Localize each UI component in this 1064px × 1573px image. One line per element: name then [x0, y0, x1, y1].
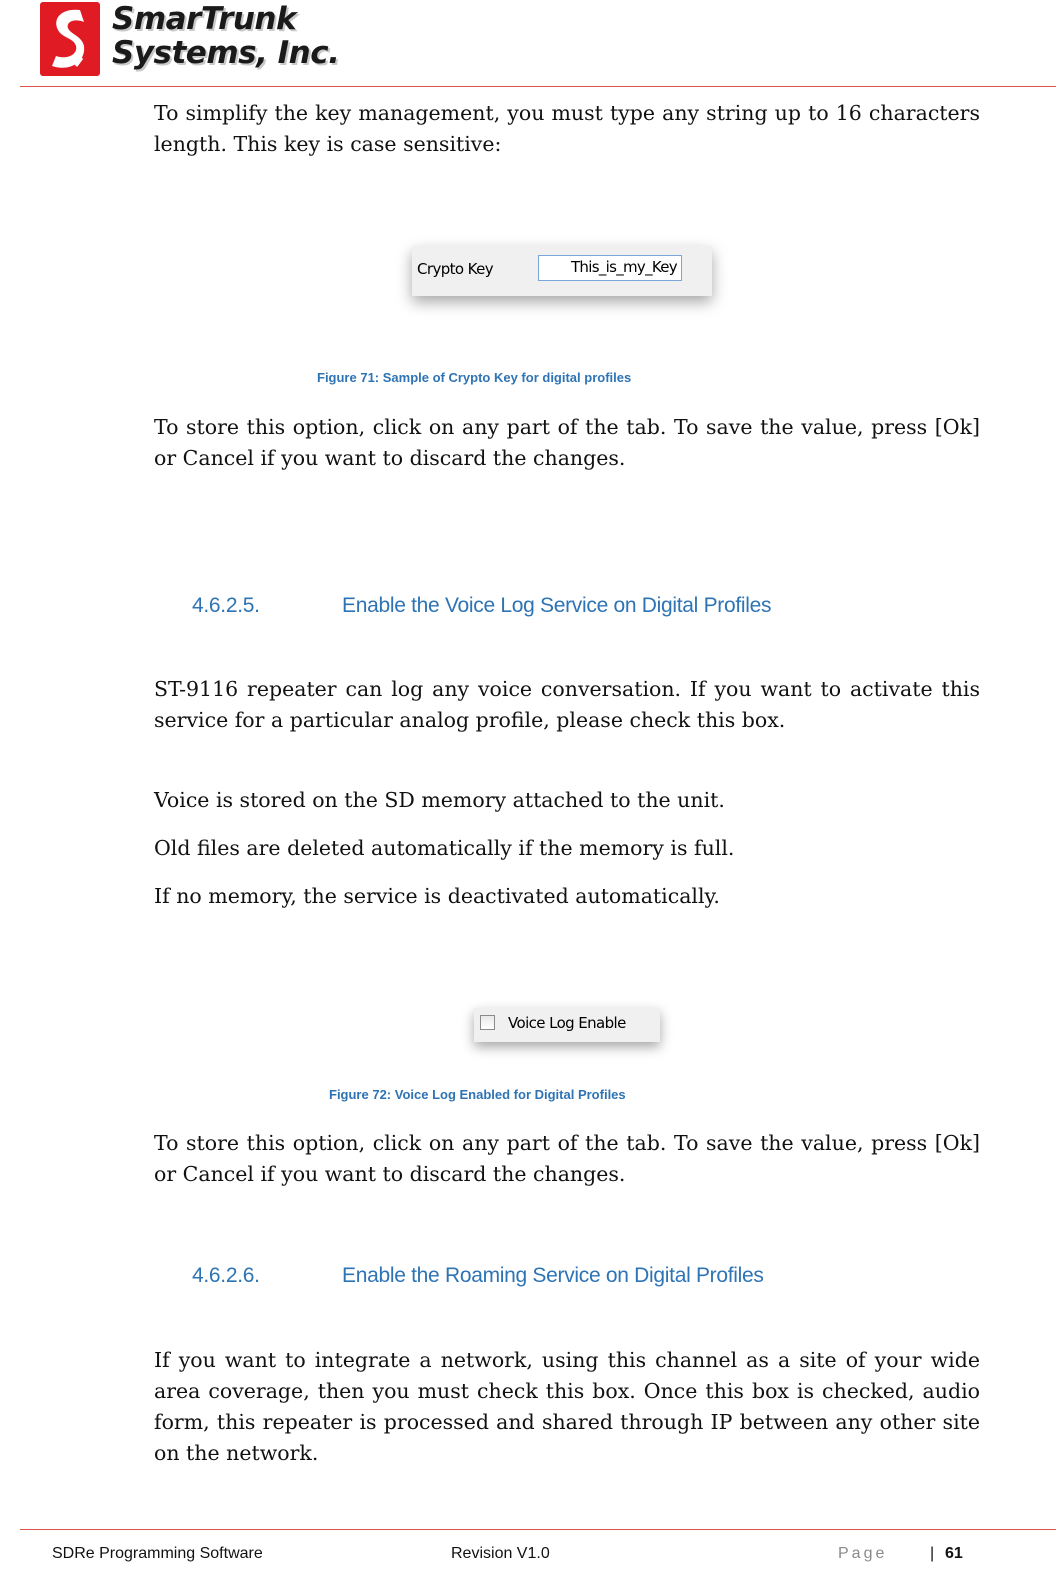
logo-text-line2: Systems, Inc.: [112, 35, 340, 71]
no-memory-paragraph: If no memory, the service is deactivated automatically.: [154, 884, 720, 908]
intro-paragraph: To simplify the key management, you must type any string up to 16 characters length. This key is case sensitive:: [154, 101, 980, 156]
logo-text-line1: SmarTrunk: [112, 1, 297, 37]
voice-log-label: Voice Log Enable: [508, 1014, 626, 1032]
roaming-paragraph: If you want to integrate a network, using this channel as a site of your wide area coverage, then you must check this box. Once this box is checked, audio form, this repeater is processed and shared through IP between any other site on the network.: [154, 1348, 980, 1465]
voice-log-figure: [474, 1008, 660, 1042]
section-number: 4.6.2.6.: [192, 1264, 260, 1287]
figure-71-caption: Figure 71: Sample of Crypto Key for digital profiles: [317, 370, 632, 385]
section-heading-roaming: [192, 1264, 764, 1288]
old-files-paragraph: Old files are deleted automatically if the memory is full.: [154, 836, 735, 860]
voice-storage-paragraph: Voice is stored on the SD memory attached to the unit.: [154, 788, 725, 812]
store-option-paragraph-2: To store this option, click on any part of the tab. To save the value, press [Ok] or Cancel if you want to discard the changes.: [154, 1131, 980, 1186]
footer-divider: [20, 1529, 1056, 1530]
section-number: 4.6.2.5.: [192, 594, 260, 617]
store-option-paragraph-1: To store this option, click on any part of the tab. To save the value, press [Ok] or Cancel if you want to discard the changes.: [154, 415, 980, 470]
crypto-key-input[interactable]: This_is_my_Key: [538, 255, 682, 281]
section-title: Enable the Voice Log Service on Digital Profiles: [342, 594, 772, 617]
footer-page-number: 61: [945, 1545, 963, 1562]
voice-log-paragraph: ST-9116 repeater can log any voice conversation. If you want to activate this service for a particular analog profile, please check this box.: [154, 677, 980, 732]
footer-page-label: Page: [838, 1545, 888, 1562]
footer-separator: |: [930, 1545, 935, 1562]
figure-72-caption: Figure 72: Voice Log Enabled for Digital Profiles: [329, 1087, 626, 1102]
voice-log-checkbox[interactable]: [480, 1015, 495, 1030]
smartrunk-logo-icon: [40, 2, 100, 76]
footer-revision: Revision V1.0: [451, 1545, 550, 1562]
company-logo: [40, 2, 340, 78]
footer-product: SDRe Programming Software: [52, 1545, 263, 1562]
crypto-key-label: Crypto Key: [417, 260, 494, 278]
section-title: Enable the Roaming Service on Digital Profiles: [342, 1264, 764, 1287]
section-heading-voice-log: [192, 594, 771, 618]
header-divider: [20, 86, 1056, 87]
crypto-key-figure: [412, 246, 712, 296]
